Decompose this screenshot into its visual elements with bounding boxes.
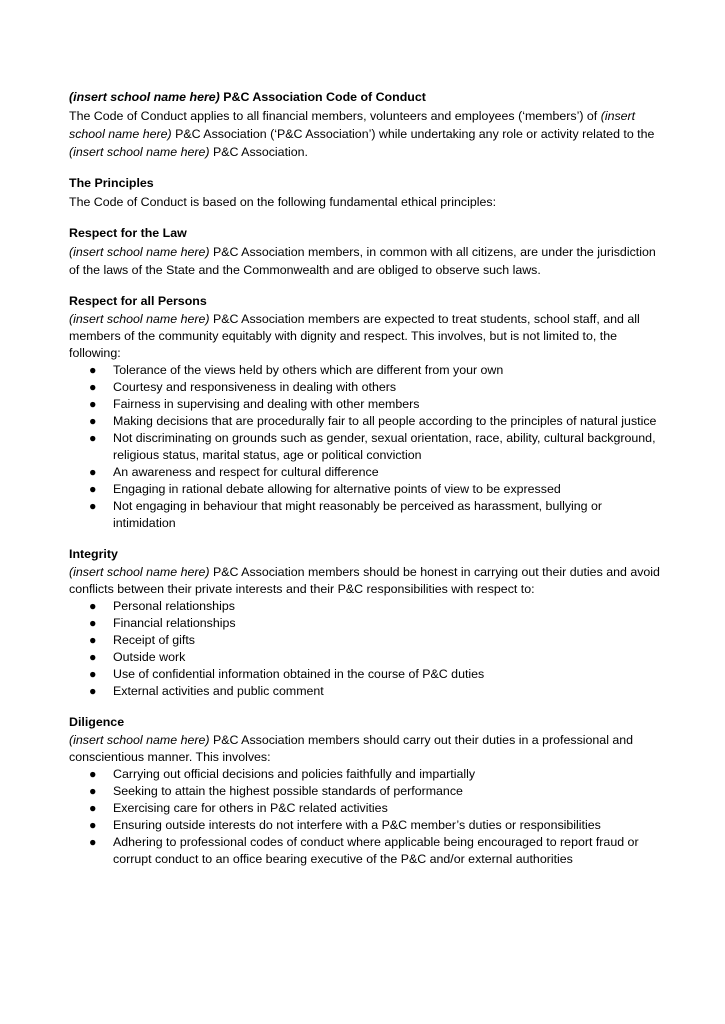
list-item-text: An awareness and respect for cultural difference [113,465,379,479]
list-item [69,464,663,481]
list-item [69,800,663,817]
bullet-icon: ● [89,784,97,798]
list-item [69,430,663,464]
section-text: P&C Association members should be honest in carrying out their duties and avoid conflicts between their private interests and their P&C responsibilities with respect to: [69,565,660,596]
list-item [69,598,663,615]
school-name-placeholder: (insert school name here) [69,145,210,159]
list-item-text: Receipt of gifts [113,633,195,647]
list-item [69,666,663,683]
list-item-text: Personal relationships [113,599,235,613]
school-name-placeholder: (insert school name here) [69,565,210,579]
bullet-icon: ● [89,397,97,411]
section-paragraph [69,564,663,598]
list-item [69,413,663,430]
list-item [69,649,663,666]
section-heading: The Principles [69,176,154,190]
section-heading: Respect for the Law [69,226,187,240]
diligence-section [69,713,663,868]
document-title [69,88,663,107]
list-item-text: Courtesy and responsiveness in dealing with others [113,380,397,394]
list-item [69,481,663,498]
list-item [69,615,663,632]
list-item-text: Seeking to attain the highest possible standards of performance [113,784,463,798]
school-name-placeholder: (insert school name here) [69,90,220,104]
bullet-icon: ● [89,465,97,479]
law-section [69,224,663,279]
bullet-icon: ● [89,616,97,630]
list-item-text: Fairness in supervising and dealing with other members [113,397,420,411]
list-item [69,834,663,868]
list-item-text: Making decisions that are procedurally fair to all people according to the principles of natural justice [113,414,657,428]
school-name-placeholder: (insert school name here) [69,312,210,326]
bullet-icon: ● [89,767,97,781]
section-paragraph [69,311,663,362]
list-item-text: External activities and public comment [113,684,324,698]
bullet-icon: ● [89,818,97,832]
list-item-text: Outside work [113,650,186,664]
intro-text: The Code of Conduct applies to all financial members, volunteers and employees (‘members’) of [69,109,601,123]
list-item-text: Carrying out official decisions and policies faithfully and impartially [113,767,476,781]
section-heading: Integrity [69,547,118,561]
list-item [69,783,663,800]
list-item-text: Use of confidential information obtained in the course of P&C duties [113,667,485,681]
section-text: P&C Association members should carry out their duties in a professional and conscientious manner. This involves: [69,733,634,764]
list-item [69,498,663,532]
bullet-icon: ● [89,835,97,849]
intro-text: P&C Association. [209,145,308,159]
list-item-text: Engaging in rational debate allowing for alternative points of view to be expressed [113,482,561,496]
bullet-list [69,766,663,868]
bullet-icon: ● [89,363,97,377]
school-name-placeholder: (insert school name here) [69,733,210,747]
list-item [69,683,663,700]
list-item-text: Not discriminating on grounds such as gender, sexual orientation, race, ability, cultural background, religious status, marital status, age or political conviction [113,431,656,462]
list-item-text: Not engaging in behaviour that might reasonably be perceived as harassment, bullying or intimidation [113,499,603,530]
section-heading: Respect for all Persons [69,294,207,308]
intro-text: P&C Association (‘P&C Association’) while undertaking any role or activity related to the [171,127,655,141]
list-item-text: Exercising care for others in P&C related activities [113,801,388,815]
bullet-list [69,598,663,700]
bullet-icon: ● [89,599,97,613]
list-item [69,379,663,396]
section-paragraph [69,243,663,279]
section-text: P&C Association members are expected to treat students, school staff, and all members of the community equitably with dignity and respect. This involves, but is not limited to, the following: [69,312,640,360]
integrity-section [69,545,663,700]
persons-section [69,292,663,532]
intro-paragraph [69,107,663,161]
list-item-text: Adhering to professional codes of conduct where applicable being encouraged to report fraud or corrupt conduct to an office bearing executive of the P&C and/or external authorities [113,835,639,866]
list-item-text: Ensuring outside interests do not interfere with a P&C member’s duties or responsibilities [113,818,601,832]
bullet-icon: ● [89,633,97,647]
bullet-icon: ● [89,801,97,815]
list-item [69,362,663,379]
bullet-icon: ● [89,499,97,513]
bullet-icon: ● [89,667,97,681]
bullet-icon: ● [89,431,97,445]
bullet-icon: ● [89,482,97,496]
list-item-text: Financial relationships [113,616,236,630]
bullet-icon: ● [89,414,97,428]
list-item [69,396,663,413]
bullet-icon: ● [89,650,97,664]
title-text: P&C Association Code of Conduct [219,90,426,104]
list-item [69,766,663,783]
bullet-icon: ● [89,380,97,394]
school-name-placeholder: (insert school name here) [69,109,636,141]
bullet-list [69,362,663,532]
section-paragraph [69,732,663,766]
list-item-text: Tolerance of the views held by others which are different from your own [113,363,504,377]
list-item [69,817,663,834]
principles-section [69,174,663,211]
section-text: The Code of Conduct is based on the following fundamental ethical principles: [69,195,497,209]
section-heading: Diligence [69,715,125,729]
list-item [69,632,663,649]
bullet-icon: ● [89,684,97,698]
title-section [69,88,663,161]
school-name-placeholder: (insert school name here) [69,245,210,259]
section-text: P&C Association members, in common with all citizens, are under the jurisdiction of the laws of the State and the Commonwealth and are obliged to observe such laws. [69,245,656,277]
